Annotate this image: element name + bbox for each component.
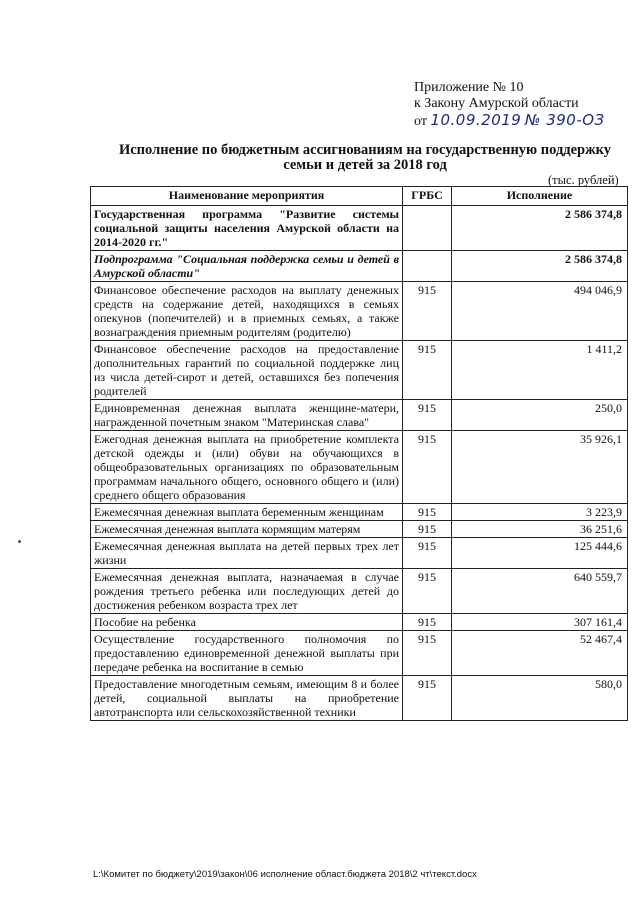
table-row [91,614,628,631]
row-name-cell: Ежемесячная денежная выплата, назначаемая в случае рождения третьего ребенка или последующих детей до достижения ребенком возраста трех лет [91,569,403,614]
row-name-cell: Ежемесячная денежная выплата кормящим матерям [91,521,403,538]
row-grbs-cell: 915 [403,431,452,504]
row-grbs-cell: 915 [403,614,452,631]
handwritten-number: № 390-ОЗ [524,111,605,129]
header-name: Наименование мероприятия [91,187,403,206]
table-row [91,206,628,251]
table-row [91,341,628,400]
row-grbs-cell: 915 [403,521,452,538]
row-grbs-cell: 915 [403,538,452,569]
header-grbs: ГРБС [403,187,452,206]
row-grbs-cell [403,251,452,282]
row-name-cell: Осуществление государственного полномочия по предоставлению единовременной денежной выплаты при передаче ребенка на воспитание в семью [91,631,403,676]
row-exec-cell: 2 586 374,8 [452,206,628,251]
row-name-cell: Единовременная денежная выплата женщине-матери, награжденной почетным знаком "Материнская слава" [91,400,403,431]
table-row [91,504,628,521]
scan-speck [18,540,21,543]
file-path-footer: L:\Комитет по бюджету\2019\закон\06 исполнение област.бюджета 2018\2 чт\текст.docx [93,869,477,880]
row-exec-cell: 250,0 [452,400,628,431]
row-grbs-cell: 915 [403,341,452,400]
row-grbs-cell: 915 [403,400,452,431]
row-exec-cell: 125 444,6 [452,538,628,569]
table-row [91,251,628,282]
row-exec-cell: 580,0 [452,676,628,721]
row-grbs-cell: 915 [403,504,452,521]
row-exec-cell: 1 411,2 [452,341,628,400]
table-row [91,400,628,431]
table-row [91,282,628,341]
table-row [91,569,628,614]
row-name-cell: Государственная программа "Развитие системы социальной защиты населения Амурской области на 2014-2020 гг." [91,206,403,251]
row-exec-cell: 3 223,9 [452,504,628,521]
budget-table [90,186,628,721]
row-grbs-cell: 915 [403,676,452,721]
row-exec-cell: 494 046,9 [452,282,628,341]
appendix-date-prefix: от [414,114,427,129]
appendix-block [414,80,605,130]
row-name-cell: Предоставление многодетным семьям, имеющим 8 и более детей, социальной выплаты на приобретение автотранспорта или сельскохозяйственной техники [91,676,403,721]
row-name-cell: Ежемесячная денежная выплата беременным женщинам [91,504,403,521]
row-exec-cell: 35 926,1 [452,431,628,504]
row-exec-cell: 2 586 374,8 [452,251,628,282]
appendix-law: к Закону Амурской области [414,96,579,111]
handwritten-date: 10.09.2019 [430,111,522,129]
row-exec-cell: 36 251,6 [452,521,628,538]
units-label: (тыс. рублей) [548,173,619,187]
row-name-cell: Финансовое обеспечение расходов на выплату денежных средств на содержание детей, находящихся в семьях опекунов (попечителей) и в приемных семьях, а также вознаграждения приемным родителям (родителю) [91,282,403,341]
row-name-cell: Пособие на ребенка [91,614,403,631]
row-exec-cell: 52 467,4 [452,631,628,676]
row-name-cell: Ежегодная денежная выплата на приобретение комплекта детской одежды и (или) обуви на обучающихся в общеобразовательных организациях по образовательным программам начального общего, основного общего и (или) среднего общего образования [91,431,403,504]
appendix-number: Приложение № 10 [414,80,524,95]
header-exec: Исполнение [452,187,628,206]
table-header-row [91,187,628,206]
row-name-cell: Финансовое обеспечение расходов на предоставление дополнительных гарантий по социальной поддержке лиц из числа детей-сирот и детей, оставшихся без попечения родителей [91,341,403,400]
row-grbs-cell: 915 [403,282,452,341]
table-row [91,676,628,721]
row-name-cell: Ежемесячная денежная выплата на детей первых трех лет жизни [91,538,403,569]
appendix-date-line [414,112,605,130]
row-grbs-cell: 915 [403,631,452,676]
row-grbs-cell: 915 [403,569,452,614]
table-row [91,431,628,504]
row-name-cell: Подпрограмма "Социальная поддержка семьи и детей в Амурской области" [91,251,403,282]
table-row [91,521,628,538]
table-row [91,538,628,569]
row-exec-cell: 307 161,4 [452,614,628,631]
table-body [91,206,628,721]
page-title: Исполнение по бюджетным ассигнованиям на государственную поддержку семьи и детей за 2018 год [118,142,612,173]
row-grbs-cell [403,206,452,251]
row-exec-cell: 640 559,7 [452,569,628,614]
table-row [91,631,628,676]
